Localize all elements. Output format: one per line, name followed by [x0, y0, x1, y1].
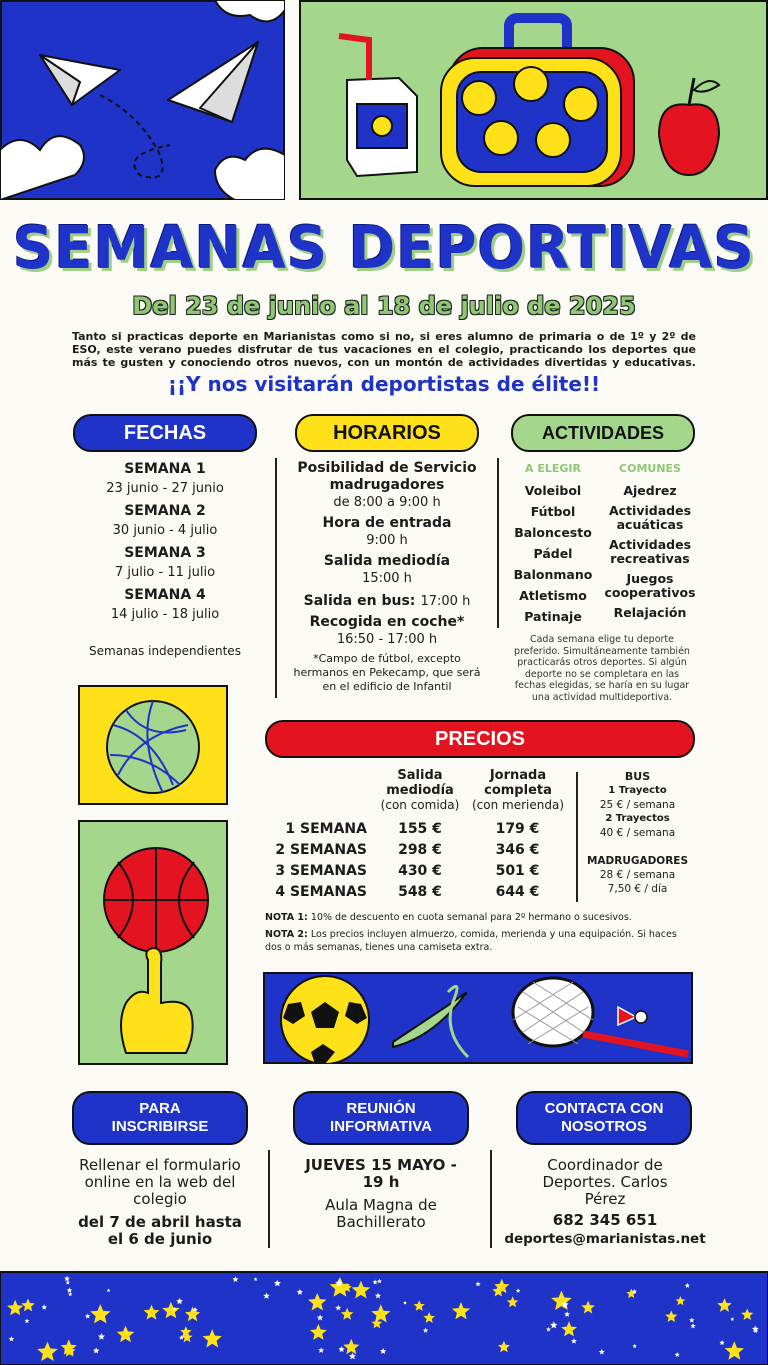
- bus-title: Salida en bus:: [303, 593, 416, 609]
- horarios-header: HORARIOS: [295, 414, 479, 452]
- contacto-info: [504, 1157, 706, 1248]
- activity-item: Actividades acuáticas: [608, 503, 692, 532]
- activity-item: Voleibol: [524, 483, 582, 498]
- a-elegir-label: A ELEGIR: [525, 462, 581, 475]
- bus-1-value: 25 € / semana: [599, 799, 676, 811]
- activity-item: Fútbol: [530, 504, 576, 519]
- price-cell: 644 €: [495, 883, 540, 900]
- week-3-name: SEMANA 3: [124, 545, 206, 561]
- entrada-value: 9:00 h: [366, 533, 408, 548]
- fechas-header: FECHAS: [73, 414, 257, 452]
- inscribirse-header: PARA INSCRIBIRSE: [72, 1091, 248, 1145]
- madrugadores-price-2: 7,50 € / día: [607, 883, 668, 895]
- actividades-note: Cada semana elige tu deporte preferido. Simultáneamente también practicarás otros deportes. Si algún deporte no se completara en las fechas elegidas, se haría en su lugar una actividad multideportiva.: [514, 634, 690, 703]
- basketball-illustration: [78, 820, 228, 1065]
- fechas-list: [73, 460, 257, 658]
- table-row: [265, 839, 570, 860]
- elegir-list: [508, 484, 598, 631]
- bus-2-value: 40 € / semana: [599, 827, 676, 839]
- nota-1-text: 10% de descuento en cuota semanal para 2º hermano o sucesivos.: [310, 912, 632, 923]
- horarios-note: *Campo de fútbol, excepto hermanos en Pekecamp, que será en el edificio de Infantil: [293, 652, 481, 693]
- row-label: 2 SEMANAS: [275, 841, 367, 858]
- activity-item: Patinaje: [524, 609, 582, 624]
- reunion-when: JUEVES 15 MAYO - 19 h: [305, 1156, 457, 1191]
- fechas-note: Semanas independientes: [89, 644, 241, 658]
- madrugadores-value: de 8:00 a 9:00 h: [333, 495, 441, 510]
- reunion-header: REUNIÓN INFORMATIVA: [293, 1091, 469, 1145]
- price-cell: 346 €: [495, 841, 540, 858]
- week-1-dates: 23 junio - 27 junio: [106, 481, 224, 496]
- madrugadores-price-title: MADRUGADORES: [586, 855, 689, 867]
- price-table: [265, 818, 570, 902]
- price-cell: 548 €: [398, 883, 442, 900]
- stars-footer: [0, 1271, 768, 1365]
- row-label: 4 SEMANAS: [275, 883, 367, 900]
- contacto-phone: 682 345 651: [552, 1211, 658, 1229]
- entrada-title: Hora de entrada: [322, 515, 452, 531]
- price-cell: 430 €: [398, 862, 442, 879]
- madrugadores-price-1: 28 € / semana: [599, 869, 676, 881]
- divider: [268, 1150, 270, 1248]
- main-title: SEMANAS DEPORTIVAS: [13, 214, 755, 283]
- coche-value: 16:50 - 17:00 h: [336, 632, 438, 647]
- activity-item: Relajación: [613, 605, 687, 620]
- intro-text: Tanto si practicas deporte en Marianistas como si no, si eres alumno de primaria o de 1º y 2º de ESO, este verano puedes disfrutar de tus vacaciones en el colegio, practicando los deportes que más te gusten y conociendo otros nuevos, con un montón de actividades divertidas y educativas.: [72, 330, 696, 369]
- volleyball-illustration: [78, 685, 228, 805]
- table-row: [265, 860, 570, 881]
- bus-2-title: 2 Trayectos: [605, 813, 670, 824]
- activity-item: Atletismo: [519, 588, 587, 603]
- horarios-list: [286, 460, 488, 694]
- inscribirse-text: Rellenar el formulario online en la web del colegio: [79, 1156, 241, 1208]
- col-jornada-sub: (con merienda): [471, 798, 565, 812]
- week-4-name: SEMANA 4: [124, 587, 206, 603]
- bus-value: 17:00 h: [420, 594, 471, 609]
- col-jornada-title: Jornada completa: [484, 768, 552, 798]
- col-jornada-header: [468, 768, 568, 812]
- nota-1-label: NOTA 1:: [265, 912, 308, 923]
- week-4-dates: 14 julio - 18 julio: [110, 607, 220, 622]
- mediodia-title: Salida mediodía: [323, 553, 451, 569]
- inscribirse-dates: del 7 de abril hasta el 6 de junio: [78, 1213, 242, 1248]
- contacto-email: deportes@marianistas.net: [504, 1231, 706, 1247]
- week-2-dates: 30 junio - 4 julio: [112, 523, 218, 538]
- lunchbox-illustration: [299, 0, 768, 200]
- divider: [576, 772, 578, 902]
- contacto-header: CONTACTA CON NOSOTROS: [516, 1091, 692, 1145]
- price-cell: 501 €: [495, 862, 540, 879]
- price-cell: 179 €: [495, 820, 540, 837]
- mediodia-value: 15:00 h: [362, 571, 412, 586]
- extras-column: [580, 770, 695, 896]
- divider: [490, 1150, 492, 1248]
- divider: [275, 458, 277, 698]
- week-1-name: SEMANA 1: [124, 461, 206, 477]
- date-range-subtitle: Del 23 de junio al 18 de julio de 2025: [132, 292, 636, 320]
- elite-athletes-text: ¡¡Y nos visitarán deportistas de élite!!: [167, 372, 601, 396]
- activity-item: Actividades recreativas: [608, 537, 692, 566]
- activity-item: Juegos cooperativos: [604, 571, 696, 600]
- col-salida-sub: (con comida): [380, 798, 460, 812]
- activity-item: Baloncesto: [514, 525, 592, 540]
- divider: [497, 458, 499, 628]
- actividades-header: ACTIVIDADES: [511, 414, 695, 452]
- reunion-info: [300, 1157, 462, 1231]
- activity-item: Balonmano: [513, 567, 593, 582]
- activity-item: Ajedrez: [623, 483, 677, 498]
- reunion-where: Aula Magna de Bachillerato: [325, 1196, 437, 1231]
- col-salida-title: Salida mediodía: [386, 768, 454, 798]
- inscribirse-info: [68, 1157, 252, 1248]
- col-salida-header: [374, 768, 466, 812]
- table-row: [265, 881, 570, 902]
- coche-title: Recogida en coche*: [309, 614, 465, 630]
- row-label: 1 SEMANA: [285, 820, 367, 837]
- week-2-name: SEMANA 2: [124, 503, 206, 519]
- price-cell: 298 €: [398, 841, 442, 858]
- table-row: [265, 818, 570, 839]
- nota-2: [265, 928, 695, 954]
- comunes-list: [602, 484, 698, 626]
- bus-price-title: BUS: [624, 770, 651, 783]
- bus-1-title: 1 Trayecto: [608, 785, 667, 796]
- nota-2-text: Los precios incluyen almuerzo, comida, merienda y una equipación. Si haces dos o más semanas, tienes una camiseta extra.: [265, 929, 677, 953]
- madrugadores-title: Posibilidad de Servicio madrugadores: [297, 460, 477, 493]
- comunes-label: COMUNES: [619, 462, 681, 475]
- nota-2-label: NOTA 2:: [265, 929, 308, 940]
- precios-header: PRECIOS: [265, 720, 695, 758]
- row-label: 3 SEMANAS: [275, 862, 367, 879]
- week-3-dates: 7 julio - 11 julio: [114, 565, 216, 580]
- sports-equipment-banner: [263, 972, 693, 1064]
- price-cell: 155 €: [398, 820, 442, 837]
- nota-1: [265, 911, 695, 924]
- contacto-who: Coordinador de Deportes. Carlos Pérez: [542, 1156, 668, 1208]
- activity-item: Pádel: [533, 546, 573, 561]
- paper-planes-illustration: [0, 0, 285, 200]
